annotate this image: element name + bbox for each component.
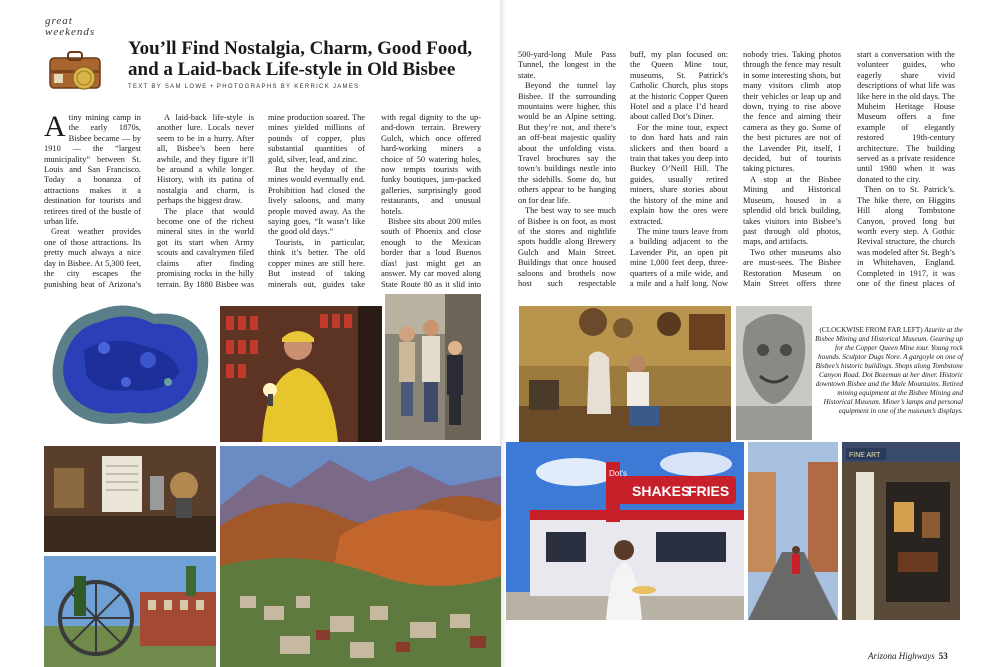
column-6-paragraph-2: For the mine tour, expect to don hard hats and rain slickers and then board a train that takes you deep into Buckey O’Neill Hill. The guides, usually retired miners, share stories about the history of the mine and explain how the ores were extracted.: [630, 122, 728, 226]
text-column-3: [268, 113, 365, 289]
article-title-line-1: You’ll Find Nostalgia, Charm, Good Food,: [128, 38, 473, 59]
column-8-paragraph-1: start a conversation with the volunteer guides, who eagerly share vivid descriptions of what life was like here in the old days. The Muheim Heritage House Museum offers a fine example of elegantly restored 19th-century architecture. The building served as a private residence until 1980 when it was donated to the city.: [857, 50, 955, 184]
magazine-name: Arizona Highways: [868, 651, 935, 661]
photo-azurite: [44, 290, 216, 438]
text-column-2: [157, 113, 254, 289]
text-column-7: [743, 50, 841, 289]
column-5-paragraph-2: Beyond the tunnel lay Bisbee. If the surrounding mountains were higher, this would be an Alpine setting. But they’re not, and there’s an off-beat majestic quality about the unfolding vista. Travel brochures say the town’s buildings nestle into the sidehills. Some do, but others appear to be hanging on for dear life.: [518, 81, 616, 205]
kicker-line-2: weekends: [45, 26, 96, 38]
page-number: 53: [938, 651, 948, 661]
article-byline: TEXT BY SAM LOWE • PHOTOGRAPHS BY KERRICK JAMES: [128, 84, 360, 90]
column-5-paragraph-3: The best way to see much of Bisbee is on foot, as most of the stores and nightlife spots huddle along Brewery Gulch and Main Street. Buildings that once housed saloons and brothels now host such respectable: [518, 206, 616, 288]
column-7-paragraph-1: nobody tries. Taking photos through the fence may result in some interesting shots, but many visitors climb atop their vehicles or leap up and down, trying to rise above the fence and aiming their camera as they go. Some of the best pictures are not of the Lavender Pit, itself, I decided, but of tourists taking pictures.: [743, 50, 841, 174]
photo-sculptor-studio: [519, 306, 731, 442]
column-4-paragraph-1: with regal dignity to the up-and-down terrain. Brewery Gulch, which once offered hard-working miners a choice of 50 watering holes, now tempts tourists with funky boutiques, jam-packed galleries, surprisingly good restaurants, and unusual hotels.: [381, 113, 481, 216]
kicker-line-1: great: [45, 15, 73, 27]
text-column-8: [857, 50, 955, 289]
suitcase-icon: [44, 44, 106, 92]
column-6-paragraph-1: buff, my plan focused on: the Queen Mine tour, museums, St. Patrick’s Catholic Church, plus stops at the historic Copper Queen Hotel and a place I’d heard about called Dot’s Diner.: [630, 50, 728, 122]
text-column-4: [381, 113, 481, 289]
photo-caption: [815, 326, 963, 416]
column-3-paragraph-3: Tourists, in particular, think it’s better. The old copper mines are still here. But instead of taking minerals out, guides take: [268, 237, 365, 289]
article-title-line-2: and a Laid-back Life-style in Old Bisbee: [128, 59, 456, 80]
text-column-1: [44, 113, 141, 289]
photo-mine-tour: [220, 306, 382, 442]
column-6-paragraph-3: The mine tours leave from a building adjacent to the Lavender Pit, an open pit mine 1,000 feet deep, three-quarters of a mile wide, and a mile and a half long. Now: [630, 226, 728, 288]
column-1-paragraph-1-text: tiny mining camp in the early 1870s, Bisbee became — by 1910 — the “largest municipality” between St. Louis and San Francisco. Today a bonanza of attractions makes it a destination for tourists and retirees tired of the bustle of urban life.: [44, 113, 141, 227]
column-3-paragraph-2: But the heyday of the mines would eventually end. Prohibition had closed the lively saloons, and many people moved away. As the saying goes, “It wasn’t like the good old days.”: [268, 165, 365, 237]
photo-mining-equipment-display: [44, 446, 216, 552]
photo-bisbee-and-mule-mountains: [220, 446, 501, 667]
section-kicker: [45, 16, 95, 38]
text-column-6: [630, 50, 728, 289]
column-3-paragraph-1: mine production soared. The mines yielded millions of pounds of copper, plus substantial quantities of gold, silver, lead, and zinc.: [268, 113, 365, 164]
column-1-paragraph-1: [44, 113, 141, 227]
photo-rock-hounds: [385, 294, 481, 440]
caption-text: Azurite at the Bisbee Mining and Historical Museum. Gearing up for the Copper Queen Mine tour. Young rock hounds. Sculptor Dugs Nore. A gargoyle on one of Bisbee’s historic buildings. Shops along Tombstone Canyon Road. Dot Bozeman at her diner. Historic downtown Bisbee and the Mule Mountains. Retired mining equipment at the Bisbee Mining and Historical Museum. Miner’s lamps and personal equipment in one of the museum’s displays.: [815, 326, 963, 415]
column-1-paragraph-2: Great weather provides one of those attractions. Its pretty much always a nice day in Bisbee. At 5,300 feet, the city escapes the punishing heat of Arizona’s: [44, 227, 141, 289]
photo-dots-diner: [506, 442, 744, 620]
column-7-paragraph-3: Two other museums also are must-sees. The Bisbee Restoration Museum on Main Street offers three: [743, 247, 841, 288]
photo-gargoyle: [736, 306, 812, 440]
diner-sign-vertical: Dot's: [609, 469, 627, 478]
diner-sign-right: FRIES: [688, 483, 730, 499]
caption-lead: (CLOCKWISE FROM FAR LEFT): [819, 326, 923, 334]
text-column-5: [518, 50, 616, 289]
photo-retired-mining-wheel: [44, 556, 216, 667]
column-8-paragraph-2: Then on to St. Patrick’s. The hike there, on Higgins Hill along Tombstone Canyon, proved long but worth every step. A Gothic Revival structure, the church was modeled after St. Begh’s in Whitehaven, England. Completed in 1917, it was one of the finest places of: [857, 185, 955, 288]
column-7-paragraph-2: A stop at the Bisbee Mining and Historical Museum, housed in a splendid old brick building, takes visitors into Bisbee’s past through old photos, maps, and artifacts.: [743, 174, 841, 247]
shop-sign: FINE ART: [849, 452, 881, 459]
drop-cap: A: [44, 113, 66, 143]
article-title: [128, 38, 488, 80]
column-2-paragraph-2: The place that would become one of the richest mineral sites in the world got its start when Army scouts and cavalrymen filed claims after finding promising rocks in the hilly terrain. By 1880 Bisbee was: [157, 206, 254, 289]
diner-sign-left: SHAKES: [632, 483, 691, 499]
photo-shops-fine-art: [842, 442, 960, 620]
page-footer: [868, 651, 948, 661]
column-2-paragraph-1: A laid-back life-style is another lure. Locals never seem to be in a hurry. After all, Bisbee’s been here awhile, and they figure it’ll be around a while longer. History, with its patina of nostalgia and charm, is perhaps the biggest draw.: [157, 113, 254, 206]
column-5-paragraph-1: 500-yard-long Mule Pass Tunnel, the longest in the state.: [518, 50, 616, 80]
column-4-paragraph-2: Bisbee sits about 200 miles south of Phoenix and close enough to the Mexican border that a loud Buenos días! just might get an answer. My car moved along State Route 80 as it slid into: [381, 217, 481, 289]
photo-tombstone-canyon-street: [748, 442, 838, 620]
